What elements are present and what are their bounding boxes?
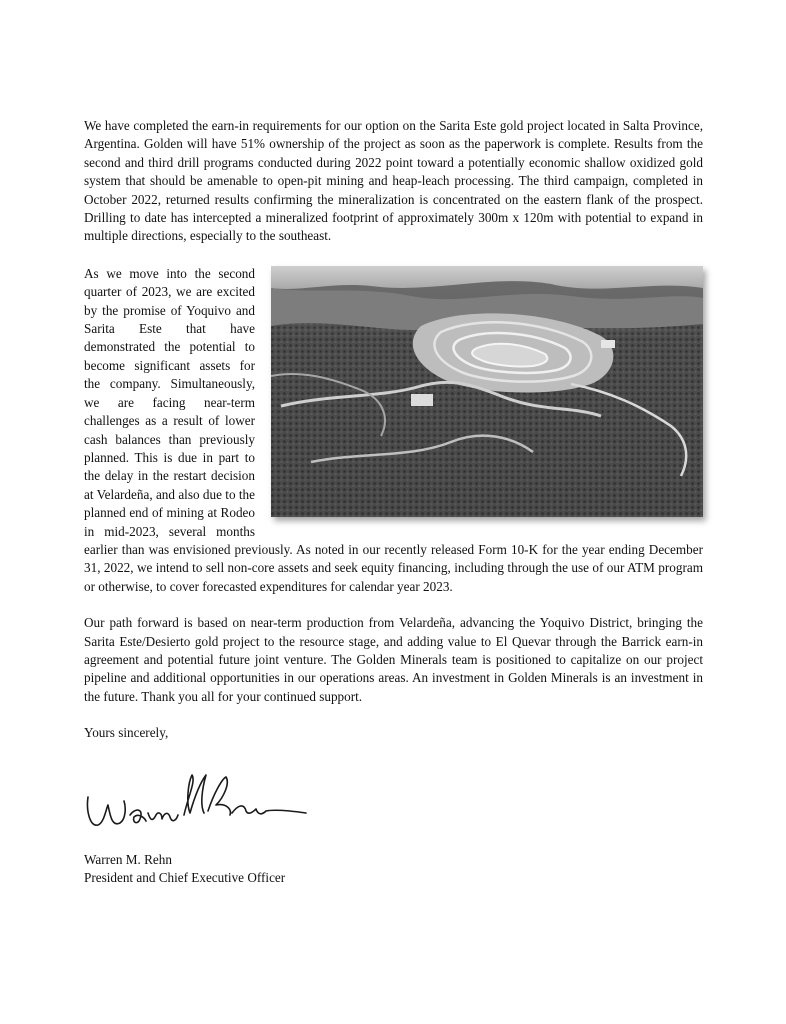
handwritten-signature [80, 753, 310, 849]
signer-block [84, 851, 703, 888]
signer-title: President and Chief Executive Officer [84, 870, 286, 885]
closing-line: Yours sincerely, [84, 725, 169, 741]
paragraph-sarita-este: We have completed the earn-in requirements for our option on the Sarita Este gold project located in Salta Province, Argentina. Golden will have 51% ownership of the project as soon as the paperwork is complete. Results from the second and third drill programs conducted during 2022 point toward a potentially economic shallow oxidized gold system that should be amenable to open-pit mining and heap-leach processing. The third campaign, completed in October 2022, returned results confirming the mineralization is concentrated on the eastern flank of the prospect. Drilling to date has intercepted a mineralized footprint of approximately 300m x 120m with potential to expand in multiple directions, especially to the southeast. [84, 118, 703, 244]
signer-name: Warren M. Rehn [84, 851, 172, 867]
paragraph-path-forward: Our path forward is based on near-term production from Velardeña, advancing the Yoquivo District, bringing the Sarita Este/Desierto gold project to the resource stage, and adding value to El Quevar through the Barrick earn-in agreement and potential future joint venture. The Golden Minerals team is positioned to capitalize on our project pipeline and additional opportunities in our operations areas. An investment in Golden Minerals is an investment in the future. Thank you all for your continued support. [84, 615, 703, 704]
paragraph-outlook-2023: As we move into the second quarter of 2023, we are excited by the promise of Yoquivo and Sarita Este that have demonstrated the potential to become significant assets for the company. Simultaneously, we are facing near-term challenges as a result of lower cash balances than previously planned. This is due in part to the delay in the restart decision at Velardeña, and also due to the planned end of mining at Rodeo in mid-2023, several months earlier than was envisioned previously. As noted in our recently released Form 10-K for the year ending December 31, 2022, we intend to sell non-core assets and seek equity financing, including through the use of our ATM program or otherwise, to cover forecasted expenditures for calendar year 2023. [84, 265, 703, 594]
open-pit-mine-photo [271, 266, 703, 517]
letter-body [84, 117, 703, 887]
